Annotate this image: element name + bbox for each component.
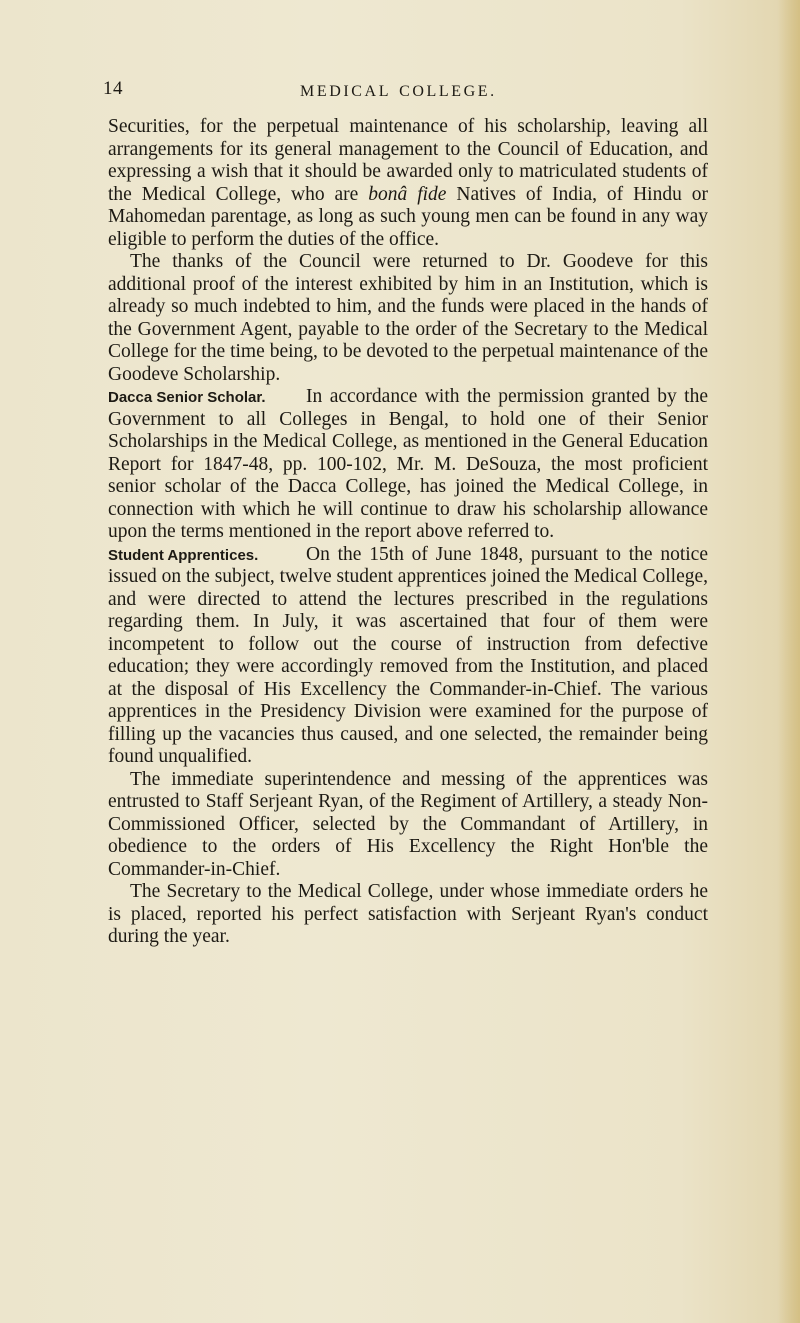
running-head: MEDICAL COLLEGE. xyxy=(300,83,497,100)
paragraph-student-apprentices: Student Apprentices. On the 15th of June 1848, pursuant to the notice issued on the subject, twelve student apprentices joined the Medical College, and were directed to attend the lectures prescribed in the regulations regarding them. In July, it was ascertained that four of them were incompetent to follow out the course of instruction from defective education; they were accordingly removed from the Institution, and placed at the disposal of His Excellency the Commander-in-Chief. The various apprentices in the Presidency Division were examined for the purpose of filling up the vacancies thus caused, and one selected, the remainder being found unqualified. xyxy=(108,543,709,767)
sidenote-student-apprentices: Student Apprentices. xyxy=(108,546,259,564)
italic-phrase: bonâ fide xyxy=(368,183,447,205)
paragraph-secretary-report: The Secretary to the Medical College, under whose immediate orders he is placed, reported his perfect satisfaction with Serjeant Ryan's conduct during the year. xyxy=(108,881,708,947)
paragraph-dacca-senior-scholar: Dacca Senior Scholar. In accordance with the permission granted by the Government to all Colleges in Bengal, to hold one of their Senior Scholarships in the Medical College, as mentioned in the General Education Report for 1847-48, pp. 100-102, Mr. M. DeSouza, the most proficient senior scholar of the Dacca College, has joined the Medical College, in connection with which he will continue to draw his scholarship allowance upon the terms mentioned in the report above referred to. xyxy=(108,386,708,542)
page-number: 14 xyxy=(103,78,123,99)
paragraph-council-thanks: The thanks of the Council were returned to Dr. Goodeve for this additional proof of the interest exhibited by him in an Institution, which is already so much indebted to him, and the funds were placed in the hands of the Government Agent, payable to the order of the Secretary to the Medical College for the time being, to be devoted to the perpetual maintenance of the Goodeve Scholarship. xyxy=(108,251,708,385)
body-text xyxy=(108,116,708,949)
sidenote-dacca-senior-scholar: Dacca Senior Scholar. xyxy=(108,389,266,406)
page-edge-shading xyxy=(778,0,800,1323)
paragraph-scholarship-securities: Securities, for the perpetual maintenance of his scholarship, leaving all arrangements for its general management to the Council of Education, and expressing a wish that it should be awarded only to matriculated students of the Medical College, who are bonâ fide Natives of India, of Hindu or Mahomedan parentage, as long as such young men can be found in any way eligible to perform the duties of the office. xyxy=(108,116,708,250)
paragraph-superintendence: The immediate superintendence and messing of the apprentices was entrusted to Staff Serjeant Ryan, of the Regiment of Artillery, a steady Non-Commissioned Officer, selected by the Commandant of Artillery, in obedience to the orders of His Excellency the Right Hon'ble the Commander-in-Chief. xyxy=(108,768,708,880)
